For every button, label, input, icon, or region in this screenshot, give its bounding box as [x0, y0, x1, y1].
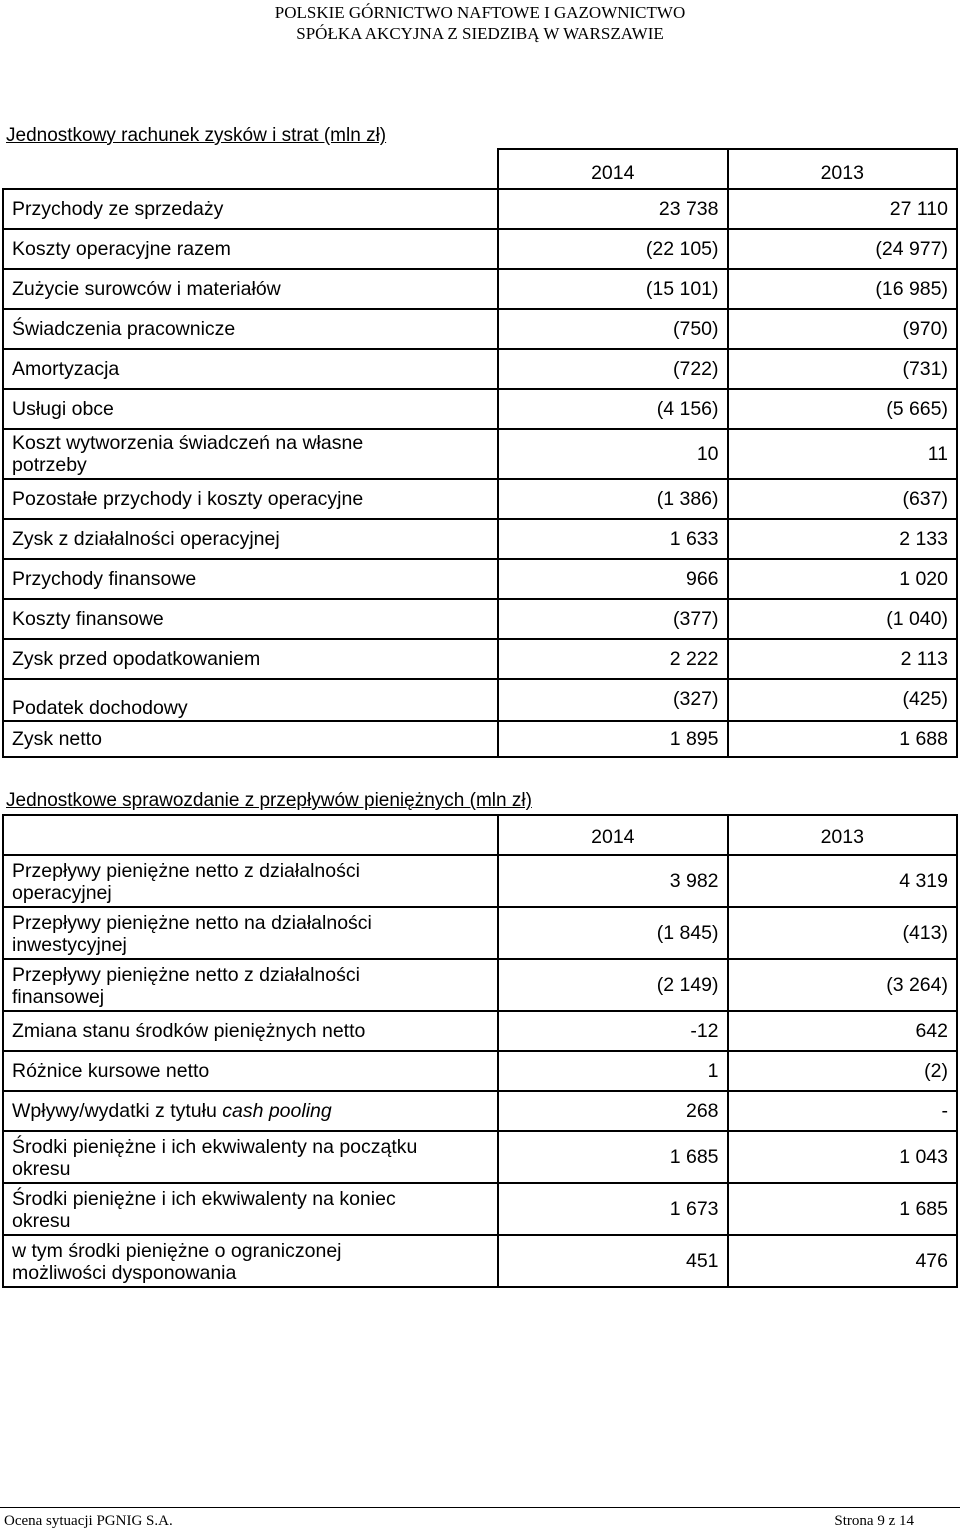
value-2014: 23 738: [498, 189, 727, 229]
table-row: [3, 1091, 957, 1131]
table-row: [3, 1011, 957, 1051]
company-name: POLSKIE GÓRNICTWO NAFTOWE I GAZOWNICTWO: [274, 3, 686, 22]
value-2014: (22 105): [498, 229, 727, 269]
row-label: Przepływy pieniężne netto z działalności operacyjnej: [3, 855, 498, 907]
row-label: w tym środki pieniężne o ograniczonej możliwości dysponowania: [3, 1235, 498, 1287]
value-2014: 1 633: [498, 519, 727, 559]
row-label-italic: cash pooling: [222, 1100, 332, 1122]
footer-document-title: Ocena sytuacji PGNIG S.A.: [4, 1513, 173, 1529]
value-2014: 1 673: [498, 1183, 727, 1235]
value-2013: (5 665): [728, 389, 957, 429]
row-label: Koszt wytworzenia świadczeń na własne potrzeby: [3, 429, 498, 479]
row-label: Zysk netto: [3, 721, 498, 757]
row-label: Koszty operacyjne razem: [3, 229, 498, 269]
row-label: Zużycie surowców i materiałów: [3, 269, 498, 309]
table-row: [3, 1051, 957, 1091]
value-2014: (327): [498, 679, 727, 721]
table-row: [3, 907, 957, 959]
value-2013: (425): [728, 679, 957, 721]
value-2013: 476: [728, 1235, 957, 1287]
cashflow-statement-title: Jednostkowe sprawozdanie z przepływów pieniężnych (mln zł): [6, 790, 532, 811]
row-label: Amortyzacja: [3, 349, 498, 389]
value-2014: (15 101): [498, 269, 727, 309]
table-row: [3, 959, 957, 1011]
empty-header-cell: [3, 815, 498, 855]
row-label: Przychody ze sprzedaży: [3, 189, 498, 229]
value-2013: -: [728, 1091, 957, 1131]
cashflow-statement-table: [2, 814, 958, 1288]
value-2014: (1 845): [498, 907, 727, 959]
row-label: Podatek dochodowy: [3, 679, 498, 721]
table-row: [3, 599, 957, 639]
table-row: [3, 1131, 957, 1183]
value-2014: 1: [498, 1051, 727, 1091]
table-row: [3, 1235, 957, 1287]
table-row: [3, 679, 957, 721]
value-2013: 1 043: [728, 1131, 957, 1183]
value-2014: 3 982: [498, 855, 727, 907]
value-2013: 642: [728, 1011, 957, 1051]
footer-divider: [0, 1507, 960, 1508]
value-2013: 1 020: [728, 559, 957, 599]
value-2014: (377): [498, 599, 727, 639]
row-label: Pozostałe przychody i koszty operacyjne: [3, 479, 498, 519]
value-2013: (16 985): [728, 269, 957, 309]
row-label: Zysk z działalności operacyjnej: [3, 519, 498, 559]
income-statement-title: Jednostkowy rachunek zysków i strat (mln zł): [6, 125, 387, 146]
table-row: [3, 479, 957, 519]
value-2014: 2 222: [498, 639, 727, 679]
value-2014: (722): [498, 349, 727, 389]
value-2014: 1 895: [498, 721, 727, 757]
table-row: [3, 269, 957, 309]
value-2013: 1 688: [728, 721, 957, 757]
table-header-row: [3, 149, 957, 189]
value-2013: 11: [728, 429, 957, 479]
value-2013: 2 113: [728, 639, 957, 679]
row-label: [3, 1091, 498, 1131]
value-2014: 268: [498, 1091, 727, 1131]
table-header-row: [3, 815, 957, 855]
year-2014-header: 2014: [498, 149, 727, 189]
table-row: [3, 389, 957, 429]
value-2013: 27 110: [728, 189, 957, 229]
row-label: Różnice kursowe netto: [3, 1051, 498, 1091]
row-label-text: Wpływy/wydatki z tytułu: [12, 1100, 217, 1122]
row-label: Zmiana stanu środków pieniężnych netto: [3, 1011, 498, 1051]
table-row: [3, 309, 957, 349]
value-2014: 1 685: [498, 1131, 727, 1183]
company-seat: SPÓŁKA AKCYJNA Z SIEDZIBĄ W WARSZAWIE: [296, 24, 664, 43]
table-row: [3, 229, 957, 269]
value-2014: -12: [498, 1011, 727, 1051]
table-row: [3, 559, 957, 599]
row-label: Przepływy pieniężne netto z działalności finansowej: [3, 959, 498, 1011]
value-2014: (750): [498, 309, 727, 349]
footer-page-number: Strona 9 z 14: [834, 1513, 914, 1529]
value-2014: 451: [498, 1235, 727, 1287]
value-2013: (24 977): [728, 229, 957, 269]
row-label: Przychody finansowe: [3, 559, 498, 599]
table-row: [3, 349, 957, 389]
row-label: Przepływy pieniężne netto na działalności inwestycyjnej: [3, 907, 498, 959]
table-row: [3, 189, 957, 229]
row-label: Zysk przed opodatkowaniem: [3, 639, 498, 679]
value-2013: (637): [728, 479, 957, 519]
value-2014: (2 149): [498, 959, 727, 1011]
value-2014: 966: [498, 559, 727, 599]
income-statement-table: [2, 148, 958, 758]
year-2013-header: 2013: [728, 149, 957, 189]
value-2014: (1 386): [498, 479, 727, 519]
value-2013: (3 264): [728, 959, 957, 1011]
table-row: [3, 639, 957, 679]
value-2013: 4 319: [728, 855, 957, 907]
row-label: Świadczenia pracownicze: [3, 309, 498, 349]
value-2014: 10: [498, 429, 727, 479]
value-2013: (970): [728, 309, 957, 349]
table-row: [3, 1183, 957, 1235]
row-label: Środki pieniężne i ich ekwiwalenty na koniec okresu: [3, 1183, 498, 1235]
value-2013: (2): [728, 1051, 957, 1091]
document-header: [0, 2, 960, 44]
row-label: Koszty finansowe: [3, 599, 498, 639]
year-2014-header: 2014: [498, 815, 727, 855]
table-row: [3, 519, 957, 559]
value-2013: (1 040): [728, 599, 957, 639]
table-row: [3, 855, 957, 907]
value-2013: (413): [728, 907, 957, 959]
empty-header-cell: [3, 149, 498, 189]
row-label: Usługi obce: [3, 389, 498, 429]
value-2013: 1 685: [728, 1183, 957, 1235]
value-2013: 2 133: [728, 519, 957, 559]
value-2014: (4 156): [498, 389, 727, 429]
value-2013: (731): [728, 349, 957, 389]
year-2013-header: 2013: [728, 815, 957, 855]
table-row: [3, 429, 957, 479]
row-label: Środki pieniężne i ich ekwiwalenty na początku okresu: [3, 1131, 498, 1183]
table-row: [3, 721, 957, 757]
